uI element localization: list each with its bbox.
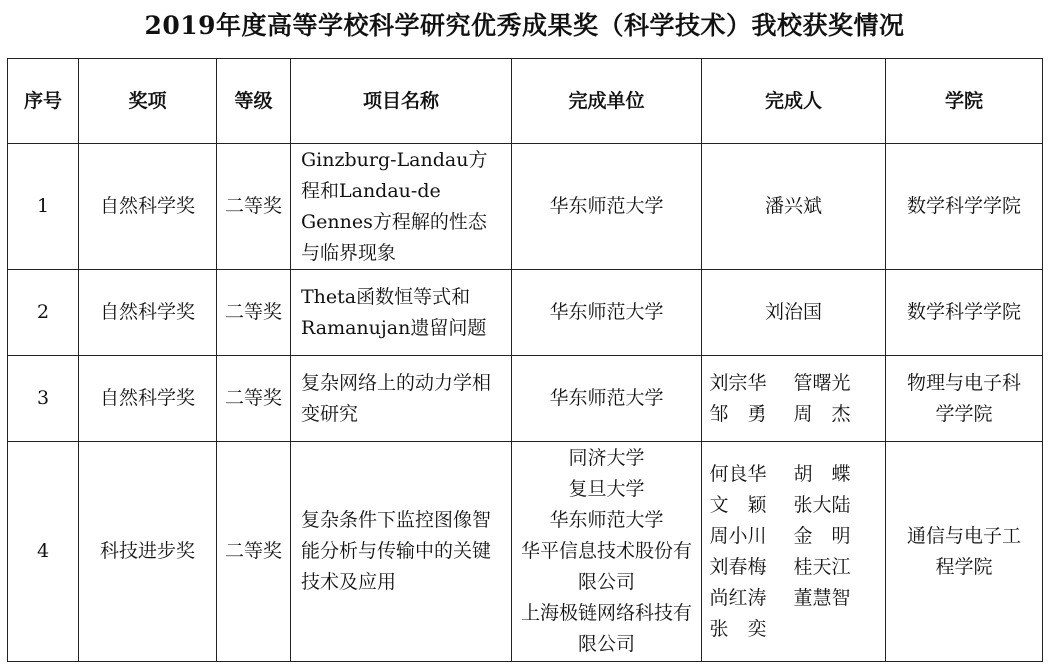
people-grid [702,368,885,430]
person-name: 何良华 [709,462,767,485]
cell-people [702,144,886,270]
cell-project: Ginzburg-Landau方程和Landau-de Gennes方程解的性态与临界现象 [291,144,512,270]
cell-no: 4 [8,442,79,662]
unit-name: 华东师范大学 [549,509,664,531]
unit-name: 华东师范大学 [549,387,664,409]
person-name: 周小川 [709,524,767,547]
cell-no: 3 [8,356,79,442]
unit-name: 同济大学 [568,447,645,469]
cell-level: 二等奖 [217,270,291,356]
cell-no: 1 [8,144,79,270]
cell-award: 自然科学奖 [79,356,217,442]
cell-unit [512,442,702,662]
header-people: 完成人 [702,59,886,144]
unit-name: 华东师范大学 [549,195,664,217]
header-no: 序号 [8,59,79,144]
cell-no: 2 [8,270,79,356]
header-unit: 完成单位 [512,59,702,144]
unit-name: 华东师范大学 [549,301,664,323]
person-name: 周 杰 [793,402,851,425]
person-name: 文 颖 [709,493,767,516]
person-name: 张大陆 [793,493,851,516]
cell-project: 复杂网络上的动力学相变研究 [291,356,512,442]
cell-college: 物理与电子科学学院 [886,356,1043,442]
person-name: 尚红涛 [709,586,767,609]
person-name: 潘兴斌 [764,195,822,217]
person-name: 张 奕 [709,617,767,640]
header-college: 学院 [886,59,1043,144]
cell-level: 二等奖 [217,144,291,270]
header-level: 等级 [217,59,291,144]
unit-name: 复旦大学 [568,478,645,500]
cell-college: 通信与电子工程学院 [886,442,1043,662]
unit-name: 华平信息技术股份有限公司 [520,540,692,593]
cell-project: Theta函数恒等式和Ramanujan遗留问题 [291,270,512,356]
person-name: 刘春梅 [709,555,767,578]
table-row [8,442,1043,662]
cell-college: 数学科学学院 [886,270,1043,356]
person-name: 邹 勇 [709,402,767,425]
cell-award: 自然科学奖 [79,270,217,356]
cell-level: 二等奖 [217,356,291,442]
cell-unit [512,144,702,270]
header-row [8,59,1043,144]
people-grid [702,459,885,645]
person-name: 金 明 [793,524,851,547]
cell-unit [512,356,702,442]
cell-award: 自然科学奖 [79,144,217,270]
cell-people [702,270,886,356]
cell-project: 复杂条件下监控图像智能分析与传输中的关键技术及应用 [291,442,512,662]
person-name: 管曙光 [793,371,851,394]
person-name: 桂天江 [793,555,851,578]
header-project: 项目名称 [291,59,512,144]
person-name: 刘宗华 [709,371,767,394]
person-name: 胡 蝶 [793,462,851,485]
cell-level: 二等奖 [217,442,291,662]
table-row [8,270,1043,356]
table-row [8,356,1043,442]
person-name: 刘治国 [764,301,822,323]
unit-name: 上海极链网络科技有限公司 [520,602,692,655]
person-name: 董慧智 [793,586,851,609]
header-award: 奖项 [79,59,217,144]
cell-award: 科技进步奖 [79,442,217,662]
cell-college: 数学科学学院 [886,144,1043,270]
awards-table [7,58,1043,662]
table-row [8,144,1043,270]
page-title: 2019年度高等学校科学研究优秀成果奖（科学技术）我校获奖情况 [144,11,905,40]
cell-people [702,442,886,662]
cell-people [702,356,886,442]
cell-unit [512,270,702,356]
